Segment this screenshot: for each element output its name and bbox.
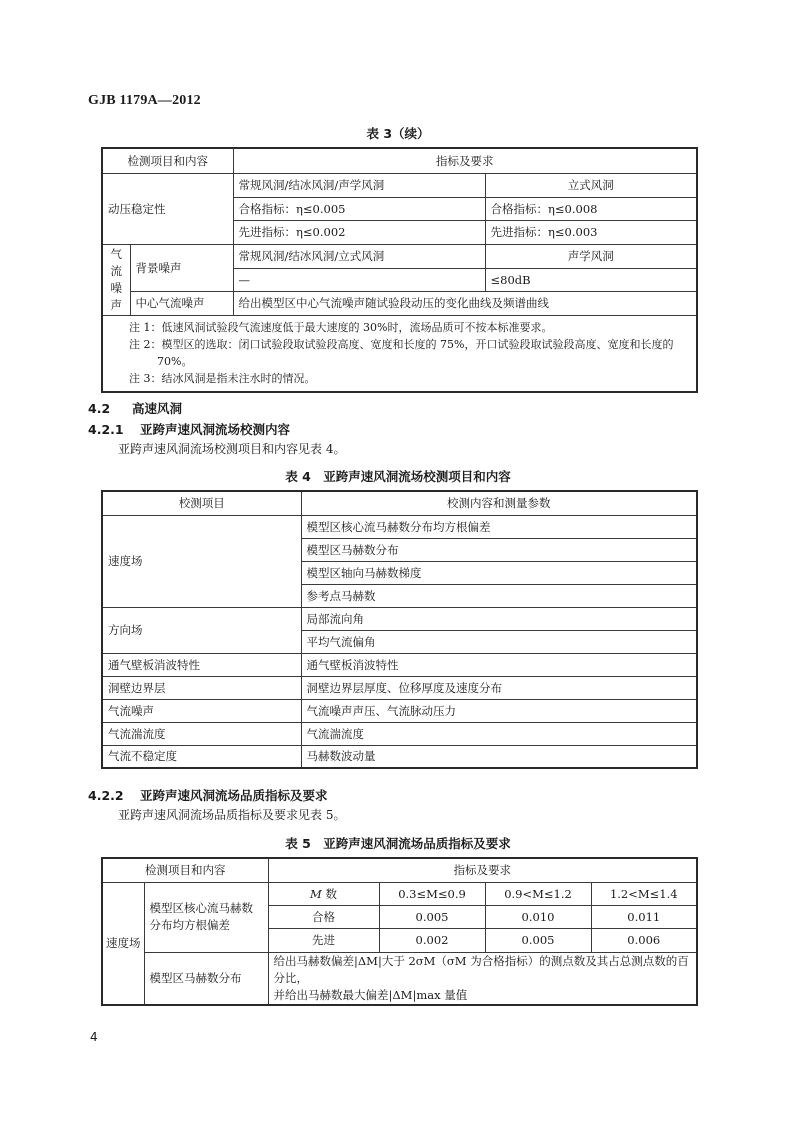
check-item: 气流湍流度 [102,722,301,745]
cell: 声学风洞 [485,244,697,268]
table-row [102,722,697,745]
distribution-label: 模型区马赫数分布 [144,952,268,1005]
cell: 给出模型区中心气流噪声随试验段动压的变化曲线及频谱曲线 [233,291,697,315]
cell: 常规风洞/结冰风洞/立式风洞 [233,244,485,268]
check-content: 气流湍流度 [301,722,697,745]
table-row [102,607,697,630]
table3-header-col1: 检测项目和内容 [102,148,233,173]
check-item: 通气壁板消波特性 [102,653,301,676]
cell: 合格指标：η≤0.005 [233,197,485,220]
section-number: 4.2 [88,401,111,416]
value-cell: 0.010 [485,905,591,928]
center-noise-label: 中心气流噪声 [130,291,233,315]
table3 [101,147,698,393]
note-2: 注 2：模型区的选取：闭口试验段取试验段高度、宽度和长度的 75%，开口试验段取试验段高度、宽度和长度的 70%。 [129,337,674,368]
check-content: 气流噪声声压、气流脉动压力 [301,699,697,722]
table3-caption: 表 3（续） [366,126,430,141]
table-row [102,653,697,676]
value-cell: 0.005 [485,928,591,952]
table4-header-col1: 校测项目 [102,491,301,515]
table-row [102,745,697,768]
distribution-line-2: 并给出马赫数最大偏差|ΔM|max 量值 [273,987,468,1002]
table3-header-col2: 指标及要求 [233,148,697,173]
distribution-text [268,952,697,1005]
section-4-2-1-body: 亚跨声速风洞流场校测项目和内容见表 4。 [118,442,346,456]
check-item: 气流不稳定度 [102,745,301,768]
check-content: 洞壁边界层厚度、位移厚度及速度分布 [301,676,697,699]
standard-code: GJB 1179A—2012 [88,93,201,108]
table4-header-col2: 校测内容和测量参数 [301,491,697,515]
check-item: 气流噪声 [102,699,301,722]
distribution-line-1: 给出马赫数偏差|ΔM|大于 2σM（σM 为合格指标）的测点数及其占总测点数的百分比， [273,953,689,985]
check-content: 模型区马赫数分布 [301,538,697,561]
cell: ≤80dB [485,268,697,291]
check-content: 马赫数波动量 [301,745,697,768]
m-number-label [268,882,379,905]
table-row [102,952,697,1005]
section-title: 高速风洞 [132,401,183,416]
section-4-2-2-body: 亚跨声速风洞流场品质指标及要求见表 5。 [118,808,346,822]
check-item: 方向场 [102,607,301,653]
table5-header-row [102,858,697,882]
page-number: 4 [90,1030,98,1044]
table4-caption: 表 4 亚跨声速风洞流场校测项目和内容 [285,469,511,484]
table5-header-col2: 指标及要求 [268,858,697,882]
section-title: 亚跨声速风洞流场校测内容 [140,422,291,437]
table-row [102,676,697,699]
table-row [102,173,697,197]
cell: 立式风洞 [485,173,697,197]
airflow-noise-group-label: 气流噪声 [102,244,130,315]
table4-header-row [102,491,697,515]
section-number: 4.2.2 [88,788,124,803]
check-content: 模型区核心流马赫数分布均方根偏差 [301,515,697,538]
check-content: 局部流向角 [301,607,697,630]
advanced-label: 先进 [268,928,379,952]
section-4-2-2-heading [88,786,328,804]
table3-notes-row [102,315,697,392]
value-cell: 0.005 [379,905,485,928]
check-item: 速度场 [102,515,301,607]
section-title: 亚跨声速风洞流场品质指标及要求 [140,788,328,803]
m-symbol: M [310,886,322,901]
background-noise-label: 背景噪声 [130,244,233,291]
check-content: 模型区轴向马赫数梯度 [301,561,697,584]
check-content: 参考点马赫数 [301,584,697,607]
table-row [102,515,697,538]
m-range-cell: 0.3≤M≤0.9 [379,882,485,905]
cell: 先进指标：η≤0.003 [485,220,697,244]
check-content: 平均气流偏角 [301,630,697,653]
table5-caption: 表 5 亚跨声速风洞流场品质指标及要求 [285,836,511,851]
m-range-cell: 0.9<M≤1.2 [485,882,591,905]
m-range-cell: 1.2<M≤1.4 [591,882,697,905]
value-cell: 0.002 [379,928,485,952]
note-1: 注 1：低速风洞试验段气流速度低于最大速度的 30%时，流场品质可不按本标准要求。 [129,320,553,334]
table3-notes [102,315,697,392]
table-row [102,244,697,268]
note-3: 注 3：结冰风洞是指未注水时的情况。 [129,371,316,385]
section-number: 4.2.1 [88,422,124,437]
section-4-2-heading [88,399,182,417]
table-row [102,882,697,905]
cell: 常规风洞/结冰风洞/声学风洞 [233,173,485,197]
table5-header-col1: 检测项目和内容 [102,858,268,882]
check-content: 通气壁板消波特性 [301,653,697,676]
cell: 先进指标：η≤0.002 [233,220,485,244]
cell: 合格指标：η≤0.008 [485,197,697,220]
section-4-2-1-heading [88,420,290,438]
table5 [101,857,698,1006]
m-number-text: 数 [321,886,337,901]
table4 [101,490,698,769]
velocity-field-label: 速度场 [102,882,144,1005]
cell: — [233,268,485,291]
table-row [102,291,697,315]
check-item: 洞壁边界层 [102,676,301,699]
table-row [102,699,697,722]
dynamic-pressure-label: 动压稳定性 [102,173,233,244]
pass-label: 合格 [268,905,379,928]
value-cell: 0.011 [591,905,697,928]
value-cell: 0.006 [591,928,697,952]
table3-header-row [102,148,697,173]
rms-label: 模型区核心流马赫数分布均方根偏差 [144,882,268,952]
